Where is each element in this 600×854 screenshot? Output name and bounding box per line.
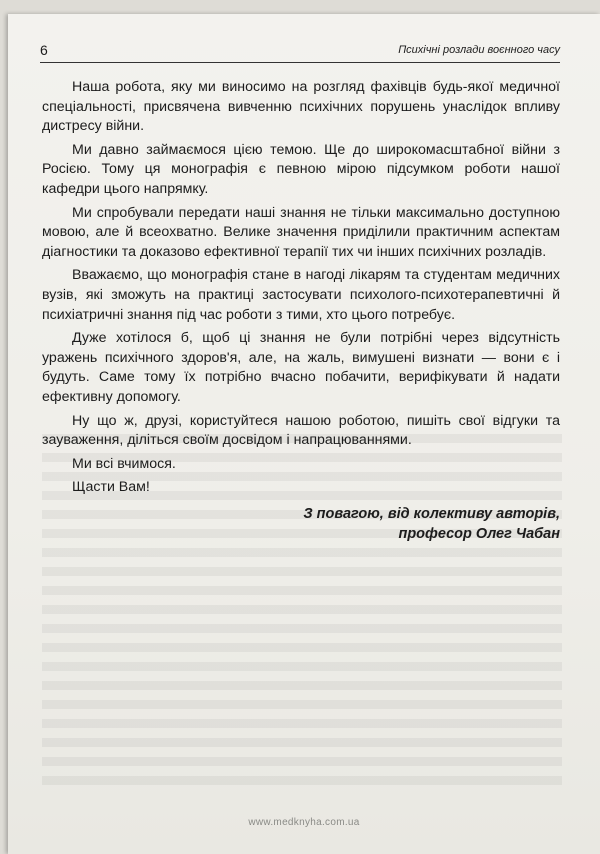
paragraph: Наша робота, яку ми виносимо на розгляд фахівців будь-якої медичної спеціальності, присвячена вивченню психічних порушень унаслідок впливу дистресу війни. — [42, 79, 560, 135]
signature — [303, 504, 560, 544]
paragraph: Ми всі вчимося. — [72, 455, 176, 472]
paragraph: Щасти Вам! — [72, 479, 150, 496]
signature-line-1: З повагою, від колективу авторів, — [303, 506, 560, 522]
paragraph: Ми давно займаємося цією темою. Ще до широкомасштабної війни з Росією. Тому ця монографія є певною мірою підсумком роботи нашої кафедри цього напрямку. — [42, 141, 560, 197]
paragraph: Ну що ж, друзі, користуйтеся нашою роботою, пишіть свої відгуки та зауваження, діліться своїм досвідом і напрацюваннями. — [42, 412, 560, 449]
book-page — [8, 14, 600, 854]
paragraph: Вважаємо, що монографія стане в нагоді лікарям та студентам медичних вузів, які зможуть на практиці застосувати психолого-психотерапевтичні й психіатричні знання під час роботи з тими, хто цього потребує. — [42, 267, 560, 323]
paragraph: Ми спробували передати наші знання не тільки максимально доступною мовою, але й всеохватно. Велике значення приділили практичним аспектам діагностики та доказово ефективної терапії тих чи інших психічних розладів. — [42, 204, 560, 260]
paragraph: Дуже хотілося б, щоб ці знання не були потрібні через відсутність уражень психічного здоров'я, але, на жаль, вимушені визнати — вони є і будуть. Саме тому їх потрібно вчасно побачити, верифікувати й надати ефективну допомогу. — [42, 330, 560, 405]
signature-line-2: професор Олег Чабан — [398, 526, 560, 542]
running-title: Психічні розлади воєнного часу — [398, 44, 560, 56]
footer-url: www.medknyha.com.ua — [248, 817, 360, 828]
running-head — [40, 42, 560, 64]
body-text — [42, 78, 560, 502]
header-rule — [40, 62, 560, 63]
page-number: 6 — [40, 42, 48, 58]
